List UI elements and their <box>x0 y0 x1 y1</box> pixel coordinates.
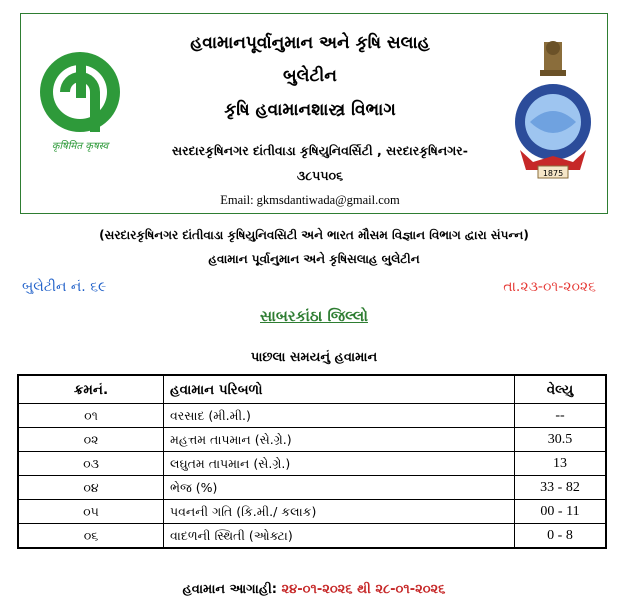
table-row <box>18 524 606 549</box>
table-row <box>18 428 606 452</box>
header-address-1: સરદારકૃષિનગર દાંતીવાડા કૃષિયુનિવર્સિટી , સરદારકૃષિનગર- <box>172 143 468 158</box>
imd-emblem-icon <box>508 40 598 190</box>
row-value: 30.5 <box>515 428 607 452</box>
bulletin-date: તા.૨૩-૦૧-૨૦૨૬ <box>503 279 596 295</box>
row-param: લઘુતમ તાપમાન (સે.ગ્રે.) <box>164 452 515 476</box>
table-row <box>18 500 606 524</box>
row-value: -- <box>515 404 607 428</box>
row-param: ભેજ (%) <box>164 476 515 500</box>
header-email: Email: gkmsdantiwada@gmail.com <box>220 193 400 207</box>
header-title-1: હવામાનપૂર્વાનુમાન અને કૃષિ સલાહ <box>190 33 430 53</box>
column-header-no: ક્રમનં. <box>18 375 164 404</box>
row-value: 00 - 11 <box>515 500 607 524</box>
university-logo <box>34 46 126 156</box>
row-param: પવનની ગતિ (કિ.મી./ કલાક) <box>164 500 515 524</box>
row-param: મહત્તમ તાપમાન (સે.ગ્રે.) <box>164 428 515 452</box>
row-no: ૦૫ <box>18 500 164 524</box>
row-value: 0 - 8 <box>515 524 607 549</box>
forecast-label: હવામાન આગાહી: <box>182 582 277 597</box>
row-value: 33 - 82 <box>515 476 607 500</box>
row-no: ૦૬ <box>18 524 164 549</box>
past-weather-table <box>17 374 607 549</box>
district-title <box>0 307 628 325</box>
past-weather-heading: પાછલા સમયનું હવામાન <box>250 350 378 365</box>
intro-line-1: (સરદારકૃષિનગર દાંતીવાડા કૃષિયુનિવસિટી અને ભારત મૌસમ વિજ્ઞાન વિભાગ દ્વારા સંપન્ન) <box>99 228 529 242</box>
table-header-row <box>18 375 606 404</box>
district-name: સાબરકાંઠા જિલ્લો <box>260 307 368 325</box>
logo-year: 1875 <box>542 169 564 178</box>
table-row <box>18 452 606 476</box>
row-no: ૦૩ <box>18 452 164 476</box>
university-logo-icon <box>34 46 126 156</box>
row-no: ૦૨ <box>18 428 164 452</box>
imd-logo <box>508 40 598 190</box>
forecast-line <box>0 582 628 597</box>
row-value: 13 <box>515 452 607 476</box>
header-title-2: બુલેટીન <box>283 66 337 86</box>
row-no: ૦૪ <box>18 476 164 500</box>
table-row <box>18 404 606 428</box>
logo-caption: कृषिमित कृषस्व <box>51 141 109 152</box>
column-header-param: હવામાન પરિબળો <box>164 375 515 404</box>
header-address-2: ૩૮૫૫૦૬ <box>296 168 344 183</box>
row-param: વાદળની સ્થિતી (ઓક્ટા) <box>164 524 515 549</box>
bulletin-number: બુલેટીન નં. ૬૯ <box>22 279 107 295</box>
row-param: વરસાદ (મી.મી.) <box>164 404 515 428</box>
row-no: ૦૧ <box>18 404 164 428</box>
forecast-range: ૨૪-૦૧-૨૦૨૬ થી ૨૮-૦૧-૨૦૨૬ <box>281 582 446 597</box>
intro-line-2: હવામાન પૂર્વાનુમાન અને કૃષિસલાહ બુલેટીન <box>208 252 420 266</box>
table-row <box>18 476 606 500</box>
header-title-3: કૃષિ હવામાનશાસ્ત્ર વિભાગ <box>224 100 396 120</box>
column-header-value: વેલ્યુ <box>515 375 607 404</box>
